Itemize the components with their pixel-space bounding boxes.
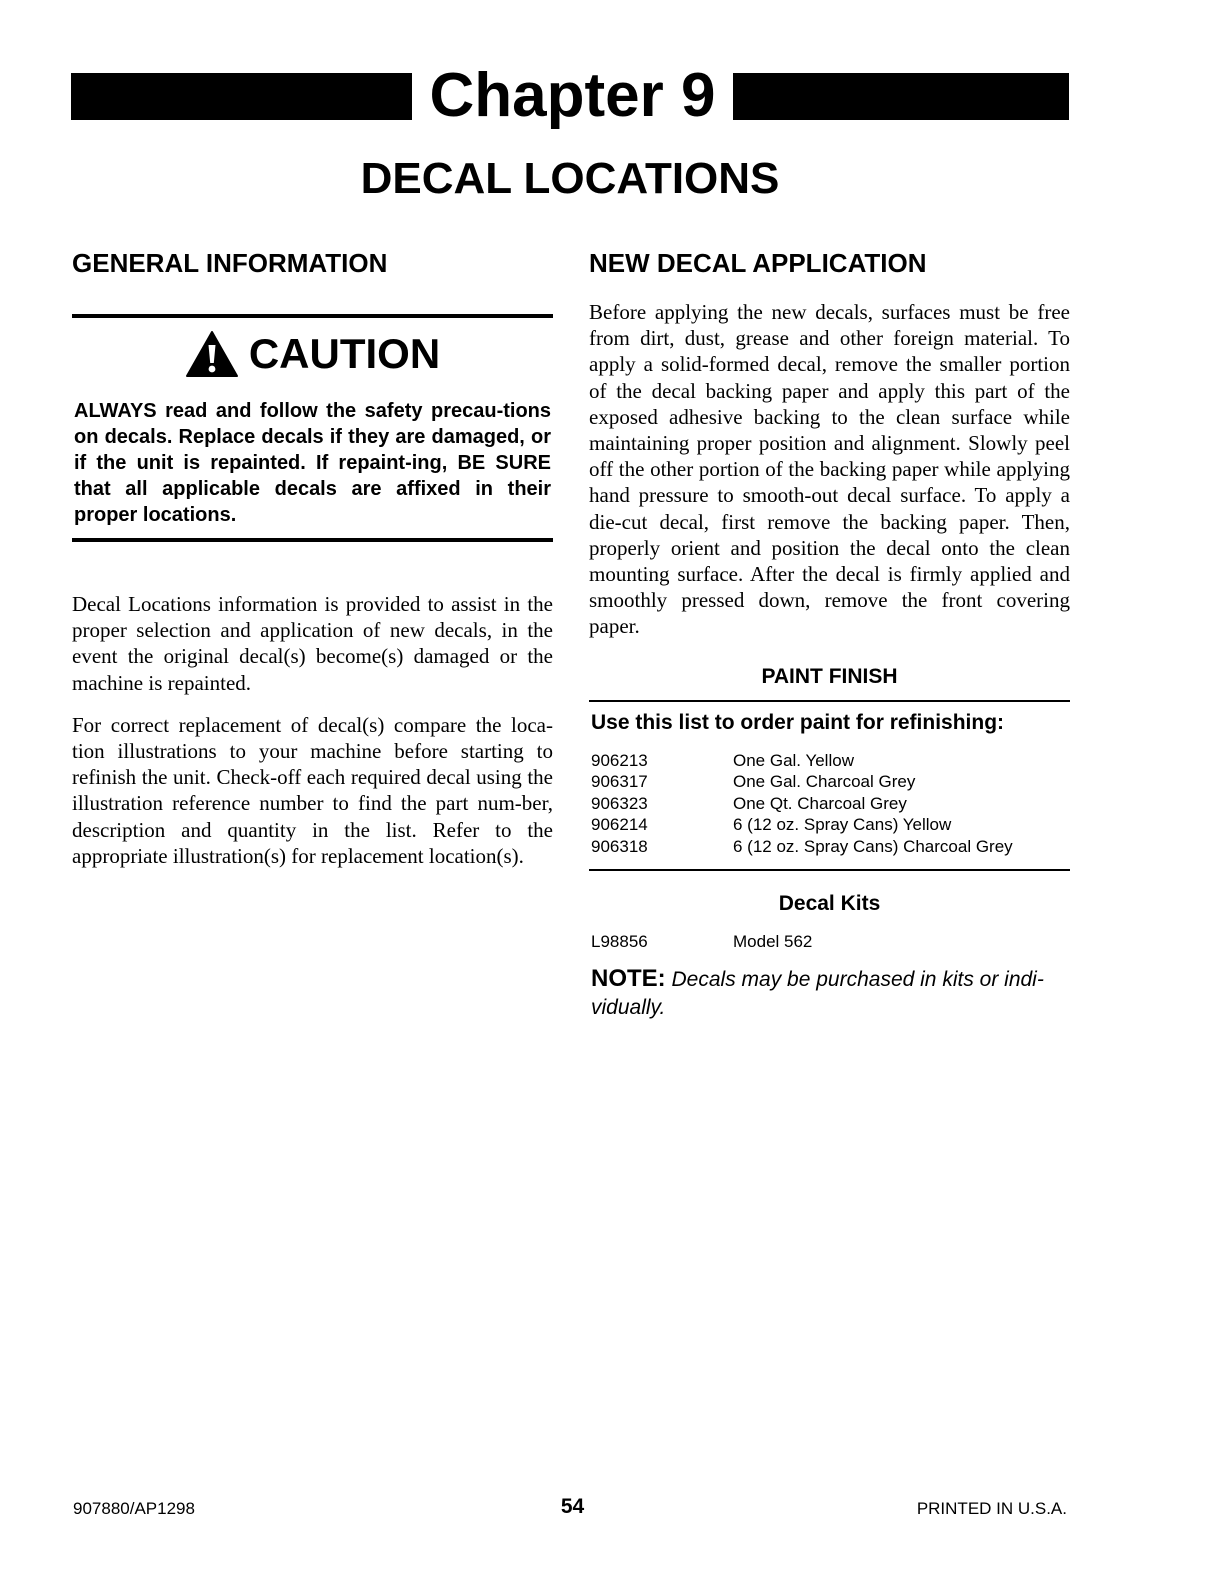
note [591,965,1068,1022]
warning-triangle-icon [185,330,239,378]
caution-box [72,314,553,542]
general-information-column [72,245,553,869]
note-label: NOTE: [591,965,666,993]
part-number: 906317 [591,772,648,792]
new-decal-application-heading: NEW DECAL APPLICATION [589,248,927,278]
table-row [589,793,1013,815]
paint-finish-box [589,700,1070,872]
page-number: 54 [560,1495,585,1518]
caution-text: ALWAYS read and follow the safety precau-tions on decals. Replace decals if they are damaged, or if the unit is repainted. If repaint-ing, BE SURE that all applicable decals are affixed in their proper locations. [74,400,551,526]
part-description: One Gal. Charcoal Grey [733,772,916,792]
table-row [589,931,812,953]
table-row [589,814,1013,836]
chapter-bar-left [71,73,412,120]
general-information-heading: GENERAL INFORMATION [72,248,388,278]
part-number: 906318 [591,836,648,856]
paint-finish-intro: Use this list to order paint for refinishing: [591,710,1005,734]
chapter-bar-right [733,73,1069,120]
part-description: Model 562 [733,932,813,952]
caution-header [72,324,553,384]
table-row [589,750,1013,772]
general-information-paragraph-1: Decal Locations information is provided to assist in the proper selection and application of new decals, in the event the original decal(s) become(s) damaged or the machine is repainted. [72,592,553,695]
printed-in-notice: PRINTED IN U.S.A. [916,1499,1067,1518]
chapter-title: Chapter 9 [429,61,716,130]
decal-kits-heading: Decal Kits [778,892,881,916]
table-row [589,771,1013,793]
part-description: 6 (12 oz. Spray Cans) Yellow [733,815,952,835]
part-number: 906323 [591,793,648,813]
part-number: 906213 [591,750,648,770]
part-number: 906214 [591,815,648,835]
part-description: One Gal. Yellow [733,750,854,770]
caution-title: CAUTION [248,330,441,377]
new-decal-application-paragraph: Before applying the new decals, surfaces must be free from dirt, dust, grease and other foreign material. To apply a solid-formed decal, remove the smaller portion of the decal backing paper and apply this part of the exposed adhesive backing to the clean surface while maintaining proper position and alignment. Slowly peel off the other portion of the backing paper while applying hand pressure to smooth-out decal surface. To apply a die-cut decal, first remove the backing paper. Then, properly orient and position the decal onto the clean mounting surface. After the decal is firmly applied and smoothly pressed down, remove the front covering paper. [589,300,1070,639]
note-text: Decals may be purchased in kits or indi-vidually. [591,968,1044,1020]
document-number: 907880/AP1298 [73,1499,195,1518]
table-row [589,836,1013,858]
decal-kits-table [589,931,812,953]
paint-finish-heading: PAINT FINISH [761,664,898,688]
section-title: DECAL LOCATIONS [360,154,780,203]
paint-finish-table [589,750,1013,858]
general-information-paragraph-2: For correct replacement of decal(s) compare the loca-tion illustrations to your machine before starting to refinish the unit. Check-off each required decal using the illustration reference number to find the part num-ber, description and quantity in the list. Refer to the appropriate illustration(s) for replacement location(s). [72,712,553,868]
part-description: One Qt. Charcoal Grey [733,793,907,813]
new-decal-application-column [589,245,1070,1022]
part-number: L98856 [591,932,648,952]
part-description: 6 (12 oz. Spray Cans) Charcoal Grey [733,836,1013,856]
